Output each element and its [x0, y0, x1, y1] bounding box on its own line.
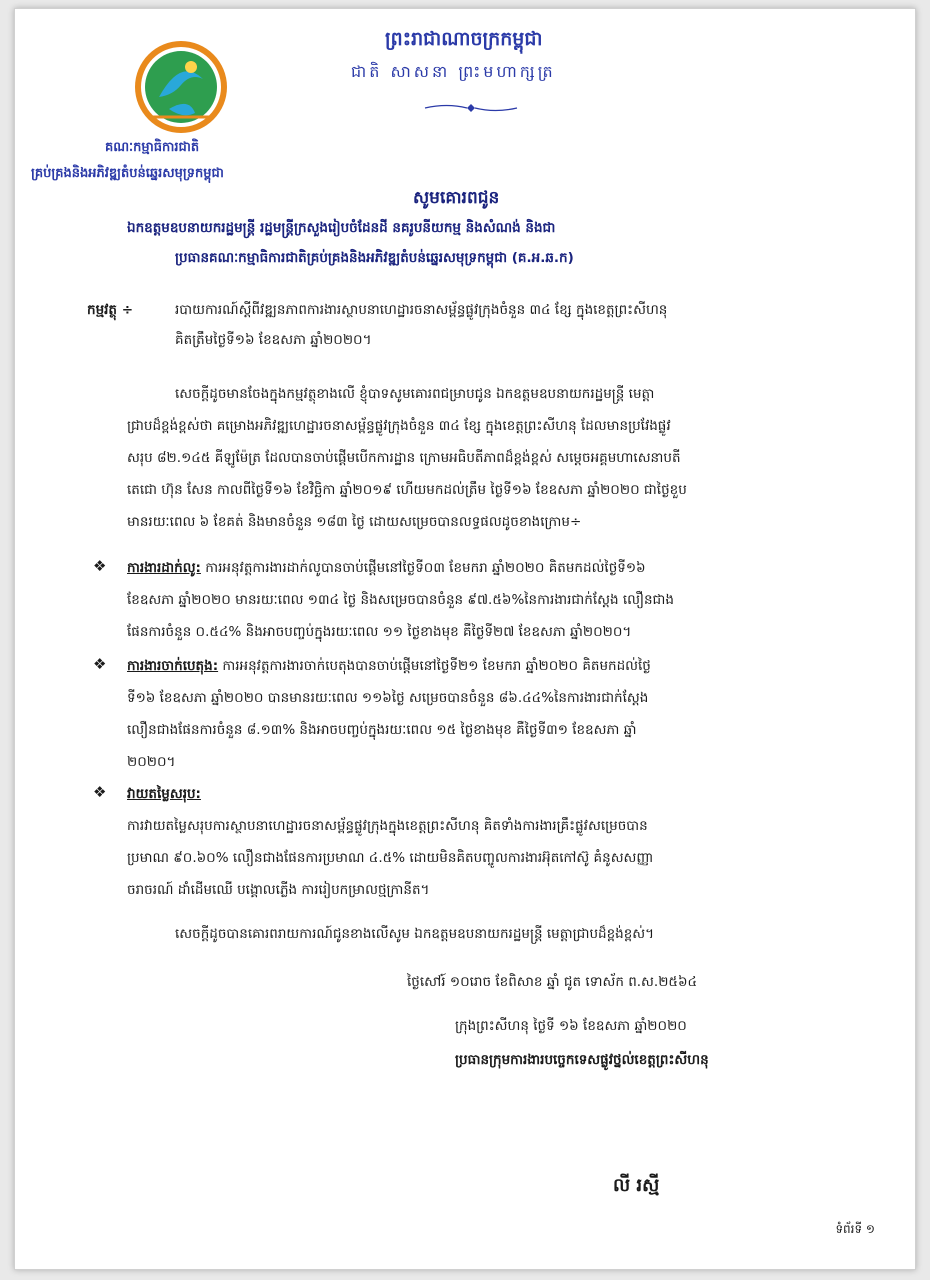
signer-name: លី រស្មី	[613, 1175, 660, 1196]
diamond-bullet-icon: ❖	[93, 655, 107, 673]
org-name-line2: គ្រប់គ្រងនិងអភិវឌ្ឍតំបន់ឆ្នេរសមុទ្រកម្ពុជា	[31, 166, 224, 181]
solar-date: ក្រុងព្រះសីហនុ ថ្ងៃទី ១៦ ខែឧសភា ឆ្នាំ២០២០	[455, 1018, 687, 1034]
page-number: ទំព័រទី ១	[835, 1222, 875, 1236]
bullet-1-line: ខែឧសភា ឆ្នាំ២០២០ មានរយៈពេល ១៣៤ ថ្ងៃ និងសម្រេចបានចំនួន ៩៧.៥៦%នៃការងារជាក់ស្តែង លឿនជាង	[127, 592, 674, 608]
bullet-2-line: លឿនជាងផែនការចំនួន ៨.១៣% និងអាចបញ្ចប់ក្នុងរយៈពេល ១៥ ថ្ងៃខាងមុខ គឺថ្ងៃទី៣១ ខែឧសភា ឆ្នាំ	[127, 722, 637, 738]
subject-line2: គិតត្រឹមថ្ងៃទី១៦ ខែឧសភា ឆ្នាំ២០២០។	[175, 332, 372, 348]
intro-line: ជ្រាបដ៏ខ្ពង់ខ្ពស់ថា គម្រោងអភិវឌ្ឍហេដ្ឋារចនាសម្ព័ន្ធផ្លូវក្រុងចំនួន ៣៤ ខ្សែ ក្នុងខេត្តព្រះសីហនុ ដែលមានប្រវែងផ្លូវ	[127, 418, 671, 434]
bullet-3-line: ប្រមាណ ៩០.៦០% លឿនជាងផែនការប្រមាណ ៤.៥% ដោយមិនគិតបញ្ចូលការងារអ៊ុតកៅស៊ូ គំនូសសញ្ញា	[127, 850, 654, 866]
bullet-3-heading: វាយតម្លៃសរុប:	[127, 786, 201, 802]
bullet-2-line: ទី១៦ ខែឧសភា ឆ្នាំ២០២០ បានមានរយៈពេល ១១៦ថ្ងៃ សម្រេចបានចំនួន ៨៦.៤៤%នៃការងារជាក់ស្តែង	[127, 690, 649, 706]
signer-title: ប្រធានក្រុមការងារបច្ចេកទេសផ្លូវថ្នល់ខេត្តព្រះសីហនុ	[455, 1052, 709, 1068]
bullet-1-text: ការអនុវត្តការងារដាក់លូបានចាប់ផ្តើមនៅថ្ងៃទី០៣ ខែមករា ឆ្នាំ២០២០ គិតមកដល់ថ្ងៃទី១៦	[205, 560, 646, 576]
document-page	[14, 8, 916, 1270]
bullet-2-first-line	[127, 657, 651, 677]
bullet-1-first-line	[127, 559, 646, 579]
subject-label: កម្មវត្ថុ ÷	[87, 302, 134, 318]
subject-line1: របាយការណ៍ស្តីពីវឌ្ឍនភាពការងារស្ថាបនាហេដ្ឋារចនាសម្ព័ន្ធផ្លូវក្រុងចំនួន ៣៤ ខ្សែ ក្នុងខេត្តព្រះសីហនុ	[175, 302, 668, 318]
bullet-2-text: ការអនុវត្តការងារចាក់បេតុងបានចាប់ផ្តើមនៅថ្ងៃទី២១ ខែមករា ឆ្នាំ២០២០ គិតមកដល់ថ្ងៃ	[222, 658, 651, 674]
intro-line: តេជោ ហ៊ុន សែន កាលពីថ្ងៃទី១៦ ខែវិច្ឆិកា ឆ្នាំ២០១៩ ហើយមកដល់ត្រឹម ថ្ងៃទី១៦ ខែឧសភា ឆ្នាំ២០២០ ជាថ្ងៃខួប	[127, 482, 687, 498]
recipient-line1: ឯកឧត្តមឧបនាយករដ្ឋមន្ត្រី រដ្ឋមន្ត្រីក្រសួងរៀបចំដែនដី នគរូបនីយកម្ម និងសំណង់ និងជា	[127, 220, 556, 236]
bullet-3-line: ចរាចរណ៍ ដាំដើមឈើ បង្គោលភ្លើង ការរៀបកម្រាលថ្មក្រានីត។	[127, 882, 430, 898]
diamond-bullet-icon: ❖	[93, 783, 107, 801]
lunar-date: ថ្ងៃសៅរ៍ ១០រោច ខែពិសាខ ឆ្នាំ ជូត ទោស័ក ព.ស.២៥៦៤	[407, 974, 698, 990]
bullet-2-line: ២០២០។	[127, 754, 176, 770]
bullet-3-line: ការវាយតម្លៃសរុបការស្ថាបនាហេដ្ឋារចនាសម្ព័ន្ធផ្លូវក្រុងក្នុងខេត្តព្រះសីហនុ គិតទាំងការងារគ្រឹះផ្លូវសម្រេចបាន	[127, 818, 648, 834]
bullet-1-line: ផែនការចំនួន ០.៥៤% និងអាចបញ្ចប់ក្នុងរយៈពេល ១១ ថ្ងៃខាងមុខ គឺថ្ងៃទី២៧ ខែឧសភា ឆ្នាំ២០២០។	[127, 624, 632, 640]
kingdom-title: ព្រះរាជាណាចក្រកម្ពុជា	[385, 28, 543, 50]
organization-logo	[129, 37, 233, 141]
ornament-divider	[423, 99, 519, 118]
salutation: សូមគោរពជូន	[413, 188, 500, 208]
intro-line: សេចក្តីដូចមានចែងក្នុងកម្មវត្ថុខាងលើ ខ្ញុំបាទសូមគោរពជម្រាបជូន ឯកឧត្តមឧបនាយករដ្ឋមន្ត្រី មេត្តា	[175, 386, 655, 402]
intro-line: សរុប ៨២.១៤៥ គីឡូម៉ែត្រ ដែលបានចាប់ផ្តើមបើកការដ្ឋាន ក្រោមអធិបតីភាពដ៏ខ្ពង់ខ្ពស់ សម្តេចអគ្គមហាសេនាបតី	[127, 450, 681, 466]
bullet-1-heading: ការងារដាក់លូ:	[127, 560, 201, 576]
closing-sentence: សេចក្តីដូចបានគោរពរាយការណ៍ជូនខាងលើសូម ឯកឧត្តមឧបនាយករដ្ឋមន្ត្រី មេត្តាជ្រាបដ៏ខ្ពង់ខ្ពស់។	[175, 926, 655, 942]
intro-line: មានរយៈពេល ៦ ខែគត់ និងមានចំនួន ១៨៣ ថ្ងៃ ដោយសម្រេចបានលទ្ធផលដូចខាងក្រោម÷	[127, 514, 582, 530]
recipient-line2: ប្រធានគណៈកម្មាធិការជាតិគ្រប់គ្រងនិងអភិវឌ្ឍតំបន់ឆ្នេរសមុទ្រកម្ពុជា (គ.អ.ឆ.ក)	[175, 250, 574, 266]
bullet-2-heading: ការងារចាក់បេតុង:	[127, 658, 219, 674]
diamond-bullet-icon: ❖	[93, 557, 107, 575]
national-motto: ជាតិ សាសនា ព្រះមហាក្សត្រ	[351, 62, 556, 81]
org-name-line1: គណៈកម្មាធិការជាតិ	[105, 140, 200, 155]
